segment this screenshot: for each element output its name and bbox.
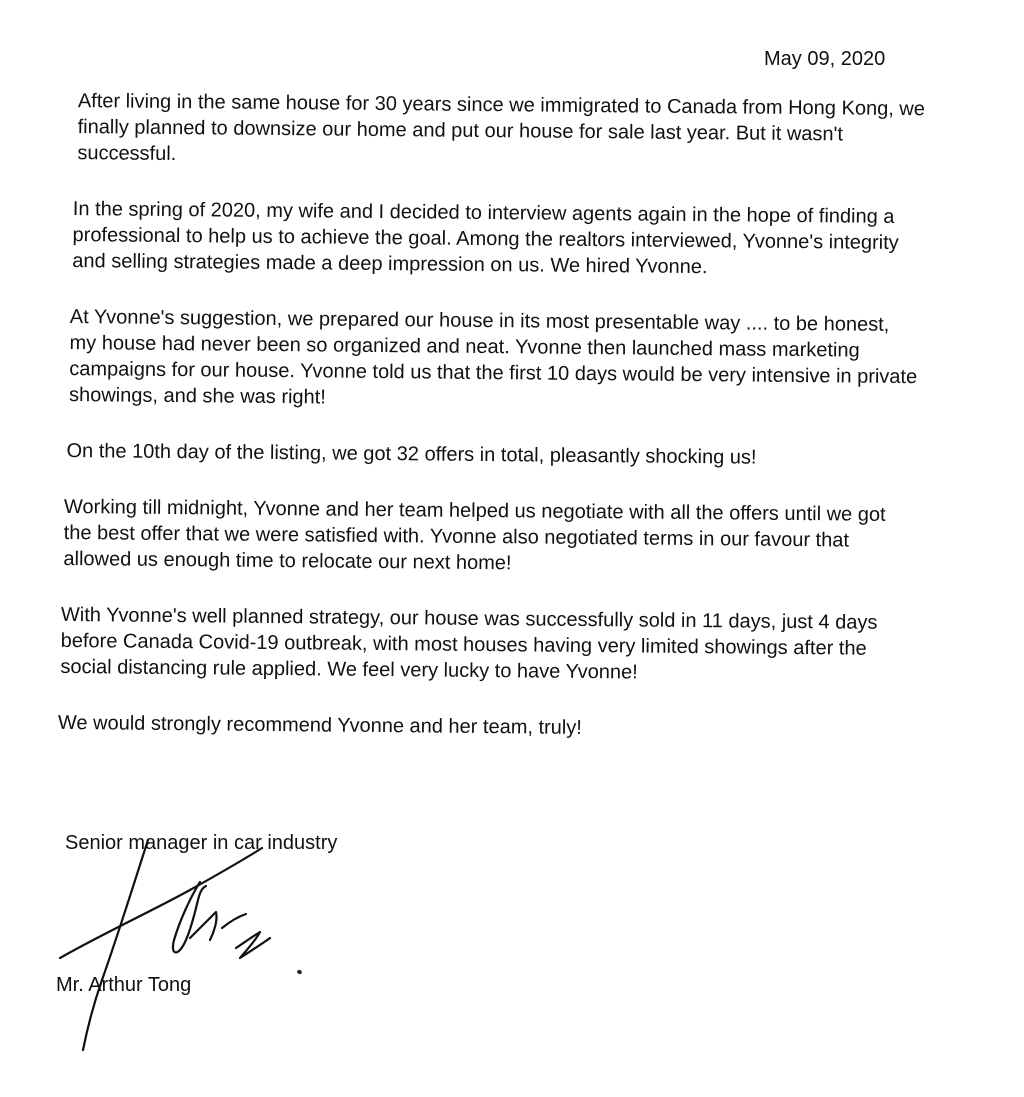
- paragraph-1: [77, 88, 970, 175]
- paragraph-line: Working till midnight, Yvonne and her team helped us negotiate with all the offers until we got: [63, 495, 886, 526]
- paragraph-line: finally planned to downsize our home and put our house for sale last year. But it wasn't: [77, 116, 844, 146]
- paragraph-line: We would strongly recommend Yvonne and her team, truly!: [57, 711, 582, 739]
- paragraph-4: [66, 438, 966, 473]
- paragraph-line: professional to help us to achieve the goal. Among the realtors interviewed, Yvonne's integrity: [72, 224, 899, 254]
- handwritten-signature: [40, 840, 340, 1060]
- paragraph-line: At Yvonne's suggestion, we prepared our house in its most presentable way .... to be honest,: [69, 306, 890, 336]
- paragraph-line: the best offer that we were satisfied with. Yvonne also negotiated terms in our favour that: [63, 521, 850, 552]
- paragraph-line: before Canada Covid-19 outbreak, with most houses having very limited showings after the: [60, 629, 867, 660]
- paragraph-line: In the spring of 2020, my wife and I decided to interview agents again in the hope of finding a: [72, 198, 895, 228]
- paragraph-line: allowed us enough time to relocate our next home!: [63, 547, 512, 575]
- paragraph-6: [60, 602, 965, 689]
- paragraph-line: successful.: [77, 142, 177, 166]
- paragraph-line: On the 10th day of the listing, we got 32 offers in total, pleasantly shocking us!: [66, 439, 757, 469]
- paragraph-2: [72, 196, 969, 283]
- paragraph-5: [63, 494, 966, 581]
- paragraph-7: [58, 710, 964, 745]
- signoff-title: Senior manager in car industry: [65, 832, 338, 854]
- paragraph-line: showings, and she was right!: [68, 384, 326, 409]
- paragraph-line: social distancing rule applied. We feel very lucky to have Yvonne!: [60, 655, 638, 684]
- paragraph-line: With Yvonne's well planned strategy, our house was successfully sold in 11 days, just 4 days: [60, 603, 878, 634]
- paragraph-line: and selling strategies made a deep impression on us. We hired Yvonne.: [72, 250, 708, 279]
- paragraph-line: campaigns for our house. Yvonne told us that the first 10 days would be very intensive in private: [69, 358, 918, 389]
- paragraph-3: [69, 304, 968, 417]
- letter-date: May 09, 2020: [764, 48, 886, 70]
- signer-name: Mr. Arthur Tong: [56, 974, 192, 996]
- paragraph-line: After living in the same house for 30 years since we immigrated to Canada from Hong Kong, we: [77, 90, 926, 121]
- paragraph-line: my house had never been so organized and neat. Yvonne then launched mass marketing: [69, 332, 860, 362]
- letter-body: [57, 88, 969, 775]
